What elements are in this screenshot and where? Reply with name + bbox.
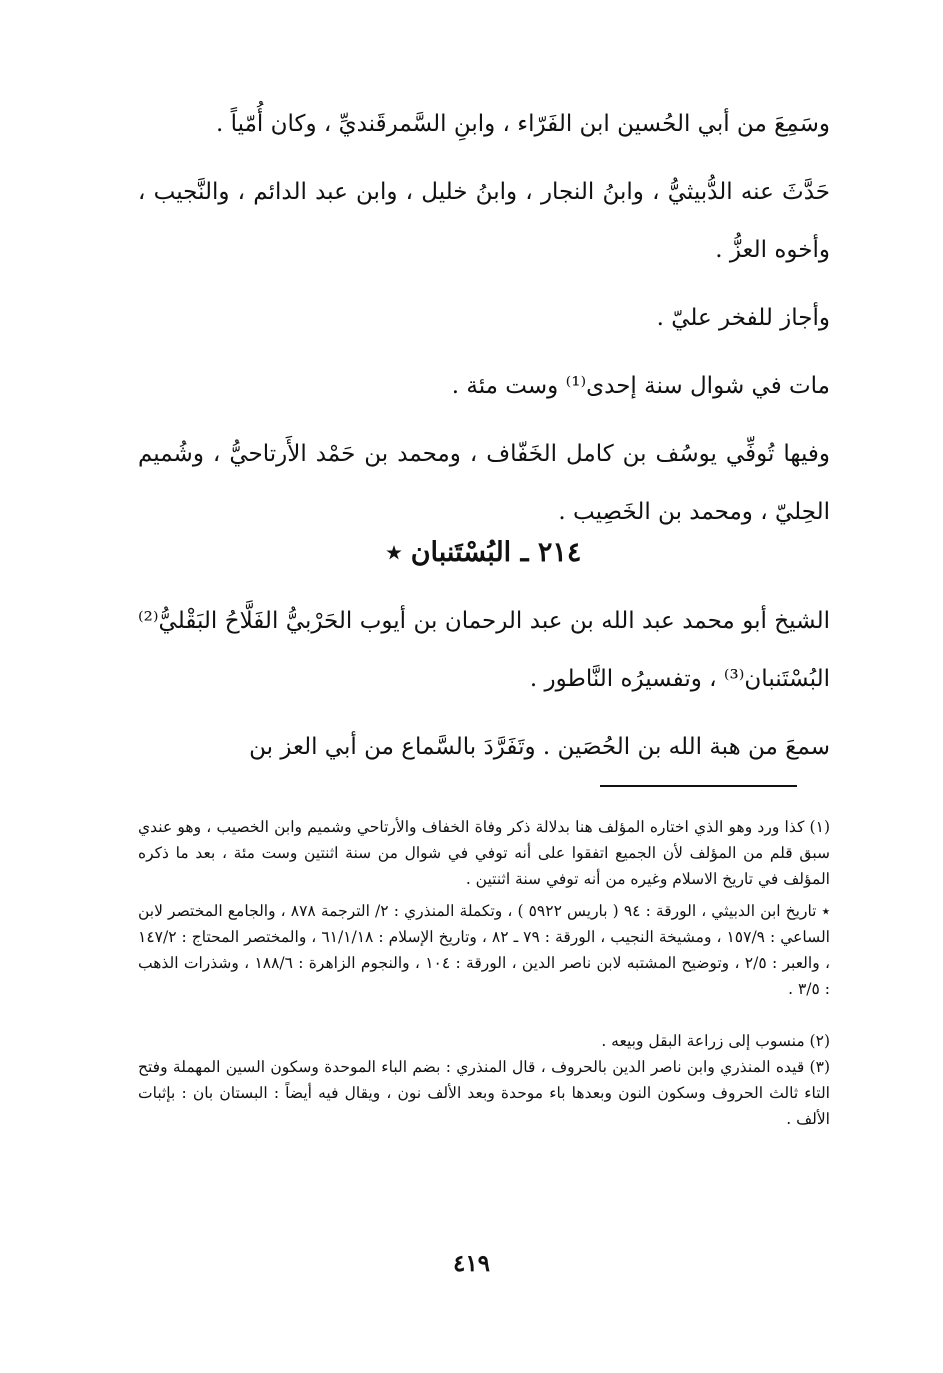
paragraph-entry-name: الشيخ أبو محمد عبد الله بن عبد الرحمان بن أيوب الحَرْبيُّ الفَلَّاحُ البَقْليُّ⁽²⁾ البُسْتَنبان⁽³⁾ ، وتفسيرُه النَّاطور .	[138, 608, 830, 692]
footnotes	[138, 814, 830, 1132]
paragraph-entry-hearing: سمعَ من هبة الله بن الحُصَين . وتَفَرَّدَ بالسَّماع من أبي العز بن	[249, 734, 830, 760]
footnote-sources: ٭ تاريخ ابن الدبيثي ، الورقة : ٩٤ ( باريس ٥٩٢٢ ) ، وتكملة المنذري : ٢/ الترجمة ٨٧٨ ، والجامع المختصر لابن الساعي : ١٥٧/٩ ، ومشيخة النجيب ، الورقة : ٧٩ ـ ٨٢ ، وتاريخ الإسلام : ٦١/١/١٨ ، والمختصر المحتاج : ١٤٧/٢ ، والعبر : ٢/٥ ، وتوضيح المشتبه لابن ناصر الدين ، الورقة : ١٠٤ ، والنجوم الزاهرة : ١٨٨/٦ ، وشذرات الذهب : ٣/٥ .	[138, 902, 831, 998]
main-text	[138, 95, 830, 541]
entry-heading: ٢١٤ ـ البُسْتَنبان ٭	[386, 537, 582, 568]
paragraph-same-year-deaths: وفيها تُوفِّي يوسُف بن كامل الخَفّاف ، ومحمد بن حَمْد الأَرتاحيُّ ، وشُميم الحِليّ ، ومحمد بن الخَصِيب .	[138, 441, 830, 525]
footnote-3: (٣) قيده المنذري وابن ناصر الدين بالحروف ، قال المنذري : بضم الباء الموحدة وسكون السين المهملة وفتح التاء ثالث الحروف وسكون النون وبعدها باء موحدة وبعد الألف نون ، ويقال فيه أيضاً : البستان بان : بإثبات الألف .	[138, 1058, 830, 1128]
paragraph-narrated-from-him: حَدَّثَ عنه الدُّبيثيُّ ، وابنُ النجار ، وابنُ خليل ، وابن عبد الدائم ، والنَّجيب ، وأخوه العزُّ .	[138, 179, 830, 263]
footnote-divider	[600, 785, 797, 787]
entry-text	[138, 592, 830, 776]
footnote-1: (١) كذا ورد وهو الذي اختاره المؤلف هنا بدلالة ذكر وفاة الخفاف والأرتاحي وشميم وابن الخصيب ، وهو عندي سبق قلم من المؤلف لأن الجميع اتفقوا على أنه توفي في شوال من سنة اثنتين وست مئة ، بعد ما ذكره المؤلف في تاريخ الاسلام وغيره من أنه توفي سنة اثنتين .	[138, 818, 830, 888]
footnote-2: (٢) منسوب إلى زراعة البقل وبيعه .	[601, 1032, 830, 1050]
page-number: ٤١٩	[452, 1250, 491, 1277]
paragraph-death: مات في شوال سنة إحدى⁽¹⁾ وست مئة .	[451, 373, 830, 399]
paragraph-licensed: وأجاز للفخر عليّ .	[656, 305, 830, 331]
paragraph-heard-from: وسَمِعَ من أبي الحُسين ابن الفَرّاء ، وابنِ السَّمرقَنديِّ ، وكان أُمّياً .	[216, 111, 830, 137]
